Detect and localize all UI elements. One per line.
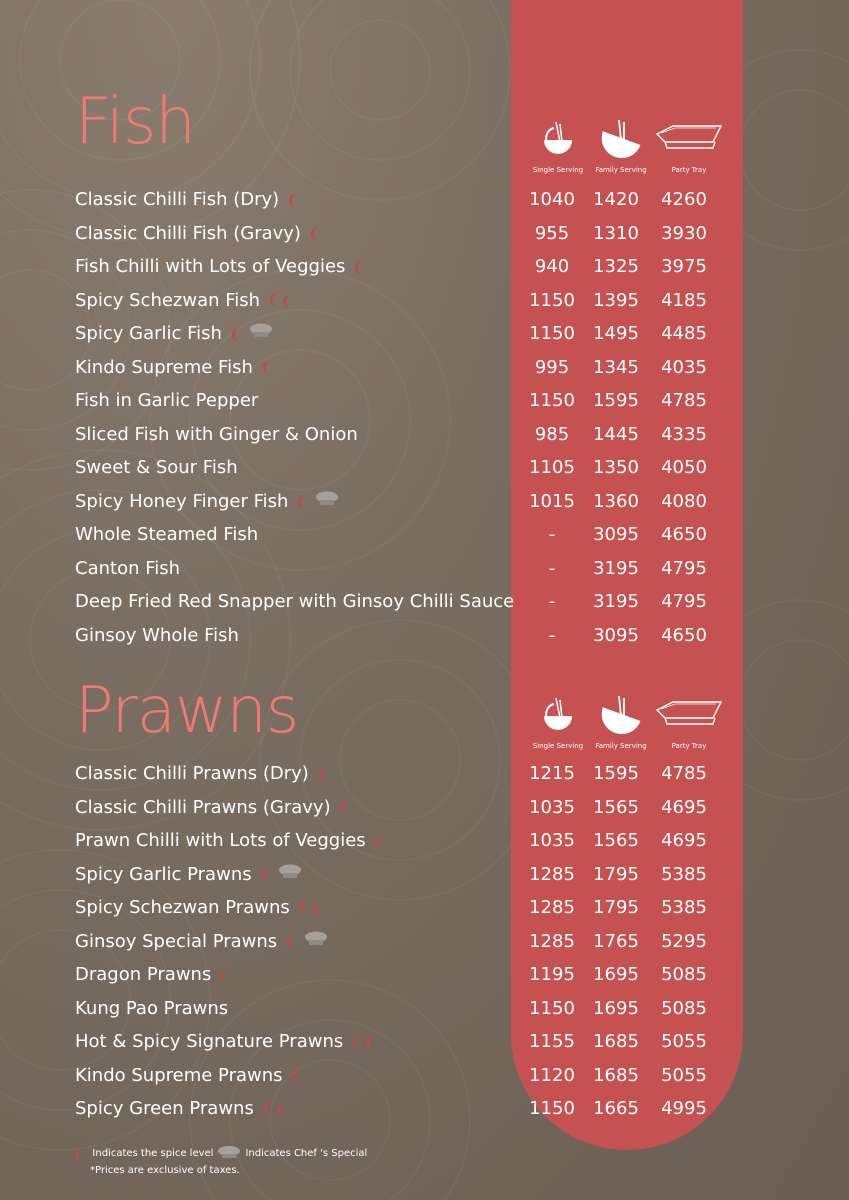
- chili-icon: ❨❨: [265, 289, 296, 311]
- menu-item-name: [75, 290, 294, 311]
- price-family: 1495: [593, 323, 639, 344]
- menu-item-name: [75, 524, 258, 545]
- price-single: 940: [534, 256, 570, 277]
- price-single: 955: [534, 222, 570, 244]
- price-party: 4995: [661, 1098, 707, 1119]
- menu-item-name: [75, 797, 351, 818]
- price-single: 1105: [529, 457, 575, 478]
- spice-legend-text: Indicates the spice level: [92, 1148, 214, 1159]
- price-single: 1155: [529, 1031, 575, 1052]
- price-party: 4795: [661, 557, 707, 579]
- menu-item-row: [0, 451, 849, 484]
- menu-item-row: [0, 418, 849, 451]
- dish-name: Spicy Garlic Prawns: [75, 863, 252, 885]
- chili-icon: ❨: [294, 491, 311, 511]
- chili-icon: ❨: [288, 1065, 305, 1085]
- price-family: 1595: [593, 390, 639, 411]
- menu-item-name: [75, 189, 300, 210]
- dish-name: Fish in Garlic Pepper: [75, 390, 259, 411]
- dish-name: Kung Pao Prawns: [75, 997, 229, 1019]
- price-party: 4785: [661, 390, 707, 411]
- price-party: 5085: [661, 964, 707, 985]
- price-family: 1445: [593, 423, 639, 445]
- menu-item-row: [0, 958, 849, 991]
- price-family: 1765: [593, 930, 639, 952]
- chili-icon: ❨: [314, 763, 331, 784]
- column-headers-prawns: [511, 696, 743, 756]
- price-single: 1150: [529, 289, 575, 311]
- menu-item-row: [0, 891, 849, 924]
- price-single: 985: [534, 423, 570, 445]
- menu-item-name: [75, 763, 329, 784]
- price-party: 4335: [661, 423, 707, 445]
- chili-icon: ❨: [283, 931, 299, 951]
- price-party: 4185: [661, 289, 707, 311]
- party-tray-icon: [653, 120, 725, 162]
- party-tray-icon: [653, 696, 725, 738]
- menu-item-row: [0, 317, 849, 350]
- dish-name: Ginsoy Special Prawns: [75, 930, 278, 952]
- menu-item-name: [75, 591, 514, 612]
- price-party: 5055: [661, 1031, 707, 1052]
- chili-icon: ❨: [70, 1143, 88, 1164]
- chili-icon: ❨: [258, 357, 275, 377]
- menu-item-row: [0, 757, 849, 790]
- price-party: 4650: [661, 524, 707, 545]
- menu-item-name: [75, 897, 324, 918]
- menu-item-name: [75, 323, 273, 344]
- price-party: 4695: [661, 796, 707, 818]
- chili-icon: ❨❨: [295, 896, 325, 919]
- price-party: 4035: [661, 356, 707, 378]
- menu-item-row: [0, 351, 849, 384]
- tax-note: *Prices are exclusive of taxes.: [90, 1165, 240, 1176]
- chef-hat-icon: [315, 491, 339, 512]
- price-single: -: [548, 591, 556, 612]
- menu-item-row: [0, 518, 849, 551]
- family-serving-bowl-icon: [599, 120, 643, 162]
- chili-icon: ❨: [306, 223, 323, 243]
- price-party: 5295: [661, 930, 707, 952]
- price-family: 1310: [593, 222, 639, 244]
- menu-item-name: [75, 864, 302, 885]
- dish-name: Kindo Supreme Prawns: [75, 1064, 283, 1086]
- dish-name: Spicy Schezwan Fish: [75, 289, 261, 311]
- menu-item-name: [75, 223, 322, 244]
- column-header-family: Family Serving: [585, 696, 657, 750]
- chili-icon: ❨: [351, 256, 368, 277]
- dish-name: Spicy Garlic Fish: [75, 323, 222, 344]
- dish-name: Sliced Fish with Ginger & Onion: [75, 423, 358, 445]
- menu-item-row: [0, 1025, 849, 1058]
- menu-item-name: [75, 390, 258, 411]
- menu-item-name: [75, 457, 238, 478]
- price-party: 4050: [661, 457, 707, 478]
- price-single: 1150: [529, 1098, 575, 1119]
- column-header-party: Party Tray: [653, 120, 725, 174]
- dish-name: Classic Chilli Prawns (Dry): [75, 763, 309, 784]
- column-header-single: Single Serving: [522, 696, 594, 750]
- price-single: 1285: [529, 863, 575, 885]
- price-single: 1215: [529, 763, 575, 784]
- column-headers-fish: [511, 120, 743, 180]
- menu-item-name: [75, 830, 386, 851]
- dish-name: Sweet & Sour Fish: [75, 457, 238, 478]
- price-party: 4650: [661, 624, 707, 646]
- price-single: 995: [534, 356, 570, 378]
- chef-hat-icon: [278, 864, 302, 885]
- menu-item-name: [75, 491, 339, 512]
- menu-item-row: [0, 619, 849, 652]
- price-family: 1685: [593, 1031, 639, 1052]
- price-party: 4785: [661, 763, 707, 784]
- dish-name: Classic Chilli Fish (Gravy): [75, 222, 301, 244]
- legend: [72, 1144, 367, 1176]
- menu-item-name: [75, 357, 273, 378]
- dish-name: Prawn Chilli with Lots of Veggies: [75, 830, 366, 851]
- dish-name: Spicy Green Prawns: [75, 1098, 254, 1119]
- section-title-prawns: Prawns: [75, 674, 299, 748]
- column-header-single: Single Serving: [522, 120, 594, 174]
- chef-hat-icon: [304, 931, 328, 952]
- menu-item-row: [0, 217, 849, 250]
- dish-name: Canton Fish: [75, 557, 181, 579]
- chili-icon: ❨❨: [349, 1030, 379, 1053]
- price-party: 5385: [661, 863, 707, 885]
- price-family: 3095: [593, 524, 639, 545]
- chef-hat-icon: [217, 1145, 241, 1162]
- price-family: 3095: [593, 624, 639, 646]
- menu-item-name: [75, 998, 228, 1019]
- price-single: 1285: [529, 897, 575, 918]
- dish-name: Dragon Prawns: [75, 964, 212, 985]
- chili-icon: ❨: [257, 864, 274, 884]
- price-party: 5385: [661, 897, 707, 918]
- price-party: 5055: [661, 1064, 707, 1086]
- dish-name: Ginsoy Whole Fish: [75, 624, 239, 646]
- menu-item-row: [0, 791, 849, 824]
- family-serving-bowl-icon: [599, 696, 643, 738]
- dish-name: Classic Chilli Fish (Dry): [75, 189, 280, 210]
- price-single: -: [548, 557, 556, 579]
- price-family: 3195: [593, 557, 639, 579]
- dish-name: Whole Steamed Fish: [75, 524, 259, 545]
- price-single: 1040: [529, 189, 575, 210]
- menu-item-name: [75, 256, 366, 277]
- menu-item-row: [0, 992, 849, 1025]
- menu-item-row: [0, 1059, 849, 1092]
- price-single: 1285: [529, 930, 575, 952]
- price-party: 4485: [661, 323, 707, 344]
- price-family: 1685: [593, 1064, 639, 1086]
- menu-item-row: [0, 925, 849, 958]
- menu-item-row: [0, 485, 849, 518]
- price-party: 4795: [661, 591, 707, 612]
- menu-item-name: [75, 424, 358, 445]
- price-family: 1350: [593, 457, 639, 478]
- price-family: 1795: [593, 897, 639, 918]
- menu-item-name: [75, 1098, 288, 1119]
- price-party: 4080: [661, 490, 707, 512]
- price-single: -: [548, 624, 556, 646]
- price-family: 1695: [593, 964, 639, 985]
- price-single: 1150: [529, 390, 575, 411]
- menu-item-name: [75, 964, 232, 985]
- menu-item-row: [0, 585, 849, 618]
- price-family: 1420: [593, 189, 639, 210]
- menu-item-name: [75, 931, 328, 952]
- price-single: -: [548, 524, 556, 545]
- menu-item-row: [0, 552, 849, 585]
- dish-name: Hot & Spicy Signature Prawns: [75, 1031, 344, 1052]
- menu-item-name: [75, 1031, 377, 1052]
- column-header-family: Family Serving: [585, 120, 657, 174]
- price-single: 1120: [529, 1064, 575, 1086]
- menu-item-name: [75, 558, 180, 579]
- price-family: 1395: [593, 289, 639, 311]
- menu-item-row: [0, 384, 849, 417]
- dish-name: Classic Chilli Prawns (Gravy): [75, 796, 331, 818]
- chef-legend-text: Indicates Chef 's Special: [245, 1148, 368, 1159]
- price-party: 4260: [661, 189, 707, 210]
- price-party: 4695: [661, 830, 707, 851]
- dish-name: Spicy Schezwan Prawns: [75, 897, 290, 918]
- price-family: 1795: [593, 863, 639, 885]
- chili-icon: ❨: [217, 964, 234, 985]
- chili-icon: ❨: [336, 797, 353, 817]
- menu-item-row: [0, 1092, 849, 1125]
- chili-icon: ❨: [371, 830, 388, 851]
- price-family: 1665: [593, 1098, 639, 1119]
- menu-item-row: [0, 183, 849, 216]
- price-family: 1325: [593, 256, 639, 277]
- price-family: 1695: [593, 997, 639, 1019]
- single-serving-bowl-icon: [540, 696, 576, 738]
- price-party: 5085: [661, 997, 707, 1019]
- menu-item-name: [75, 1065, 303, 1086]
- price-family: 1565: [593, 796, 639, 818]
- chef-hat-icon: [249, 323, 273, 344]
- chili-icon: ❨❨: [259, 1097, 290, 1120]
- price-single: 1195: [529, 964, 575, 985]
- price-single: 1035: [529, 830, 575, 851]
- dish-name: Fish Chilli with Lots of Veggies: [75, 256, 346, 277]
- column-header-party: Party Tray: [653, 696, 725, 750]
- price-family: 1595: [593, 763, 639, 784]
- dish-name: Kindo Supreme Fish: [75, 356, 253, 378]
- price-family: 1565: [593, 830, 639, 851]
- menu-item-row: [0, 824, 849, 857]
- price-single: 1035: [529, 796, 575, 818]
- dish-name: Spicy Honey Finger Fish: [75, 490, 289, 512]
- price-single: 1015: [529, 490, 575, 512]
- price-party: 3975: [661, 256, 707, 277]
- single-serving-bowl-icon: [540, 120, 576, 162]
- dish-name: Deep Fried Red Snapper with Ginsoy Chilli Sauce: [75, 591, 515, 612]
- menu-item-row: [0, 284, 849, 317]
- price-family: 1360: [593, 490, 639, 512]
- section-title-fish: Fish: [75, 85, 195, 159]
- chili-icon: ❨: [285, 189, 301, 210]
- price-single: 1150: [529, 997, 575, 1019]
- price-family: 3195: [593, 591, 639, 612]
- menu-item-row: [0, 858, 849, 891]
- menu-item-row: [0, 250, 849, 283]
- price-family: 1345: [593, 356, 639, 378]
- price-party: 3930: [661, 222, 707, 244]
- chili-icon: ❨: [227, 323, 244, 344]
- price-single: 1150: [529, 323, 575, 344]
- menu-item-name: [75, 625, 239, 646]
